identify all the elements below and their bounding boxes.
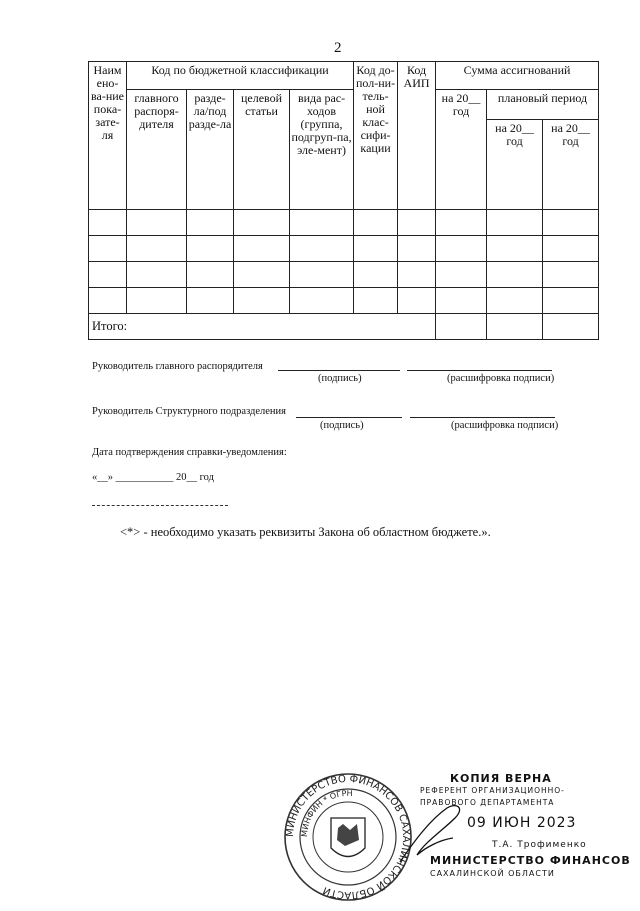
budget-classification-table [88, 61, 599, 340]
col-header-plan-year-2: на 20__ год [543, 120, 599, 210]
table-row [89, 210, 599, 236]
col-header-aip-code: Код АИП [398, 62, 436, 210]
sign-caption: (подпись) [318, 373, 362, 384]
date-label: Дата подтверждения справки-уведомления: [92, 447, 287, 458]
col-group-budget-code: Код по бюджетной классификации [127, 62, 354, 90]
footnote-separator [92, 505, 228, 506]
col-header-target-article: целевой статьи [234, 90, 290, 210]
total-row [89, 314, 599, 340]
head-main-label: Руководитель главного распорядителя [92, 361, 263, 372]
footnote: <*> - необходимо указать реквизиты Закона об областном бюджете.». [120, 525, 491, 539]
table-row [89, 236, 599, 262]
date-line: «__» ___________ 20__ год [92, 472, 214, 483]
signature-line [296, 417, 402, 418]
handwritten-signature [395, 800, 475, 870]
stamp-name: Т.А. Трофименко [492, 840, 587, 850]
decode-caption: (расшифровка подписи) [447, 373, 555, 384]
stamp-date: 09 ИЮН 2023 [467, 815, 577, 831]
sign-caption: (подпись) [320, 420, 364, 431]
stamp-line-1: КОПИЯ ВЕРНА [450, 772, 552, 785]
col-header-section: разде-ла/под разде-ла [187, 90, 234, 210]
col-header-name: Наим ено-ва-ние пока-зате-ля [89, 62, 127, 210]
table-row [89, 288, 599, 314]
decode-caption: (расшифровка подписи) [451, 420, 559, 431]
page-number: 2 [334, 40, 342, 56]
official-seal [283, 770, 413, 905]
seal-inner-text: МИНФИН * ОГРН [299, 788, 353, 838]
seal-outer-text: МИНИСТЕРСТВО ФИНАНСОВ САХАЛИНСКОЙ ОБЛАСТИ [284, 773, 412, 901]
col-header-main-manager: главного распоря-дителя [127, 90, 187, 210]
table-row [89, 262, 599, 288]
col-group-sum: Сумма ассигнований [436, 62, 599, 90]
col-group-plan-period: плановый период [487, 90, 599, 120]
col-header-additional-code: Код до-пол-ни-тель-ной клас-сифи-кации [354, 62, 398, 210]
stamp-region: САХАЛИНСКОЙ ОБЛАСТИ [430, 869, 555, 878]
decode-line [407, 370, 552, 371]
total-label: Итого: [89, 314, 436, 340]
signature-line [278, 370, 400, 371]
head-struct-label: Руководитель Структурного подразделения [92, 406, 286, 417]
col-header-expense-type: вида рас-ходов (группа, подгруп-па, эле-мент) [290, 90, 354, 210]
island-icon [337, 824, 359, 846]
stamp-ministry: МИНИСТЕРСТВО ФИНАНСОВ [430, 854, 631, 867]
decode-line [410, 417, 555, 418]
stamp-line-2: РЕФЕРЕНТ ОРГАНИЗАЦИОННО- [420, 786, 565, 795]
stamp-line-3: ПРАВОВОГО ДЕПАРТАМЕНТА [420, 798, 555, 807]
col-header-plan-year-1: на 20__ год [487, 120, 543, 210]
col-header-year: на 20__ год [436, 90, 487, 210]
